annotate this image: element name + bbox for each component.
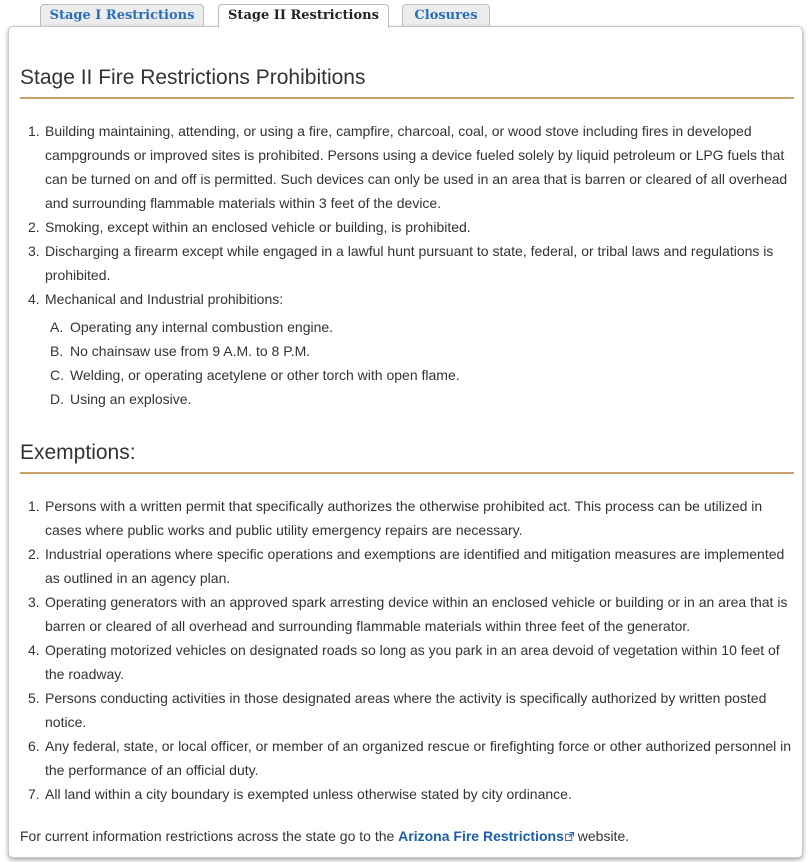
exemptions-list bbox=[20, 494, 794, 806]
list-item bbox=[20, 542, 794, 590]
list-number: 4. bbox=[28, 291, 40, 307]
list-item-text: Smoking, except within an enclosed vehicle or building, is prohibited. bbox=[45, 219, 471, 235]
list-item bbox=[20, 638, 794, 686]
tab-closures[interactable]: Closures bbox=[402, 4, 490, 26]
list-item-text: Operating motorized vehicles on designated roads so long as you park in an area devoid of vegetation within 10 feet of the roadway. bbox=[45, 642, 780, 682]
list-item bbox=[20, 287, 794, 411]
tab-panel bbox=[8, 26, 803, 858]
list-item bbox=[20, 215, 794, 239]
exemptions-heading: Exemptions: bbox=[20, 441, 136, 464]
sublist-item-text: Using an explosive. bbox=[70, 391, 192, 407]
list-number: 2. bbox=[28, 546, 40, 562]
sublist-item-text: No chainsaw use from 9 A.M. to 8 P.M. bbox=[70, 343, 311, 359]
list-item-text: Mechanical and Industrial prohibitions: bbox=[45, 291, 284, 307]
sublist-letter: D. bbox=[50, 391, 64, 407]
list-number: 2. bbox=[28, 219, 40, 235]
list-item bbox=[20, 590, 794, 638]
list-item bbox=[20, 119, 794, 215]
sublist-item-text: Operating any internal combustion engine. bbox=[70, 319, 334, 335]
mechanical-prohibitions-sublist bbox=[45, 315, 794, 411]
list-item bbox=[20, 782, 794, 806]
tab-stage-2-restrictions[interactable]: Stage II Restrictions bbox=[218, 4, 389, 28]
list-number: 5. bbox=[28, 690, 40, 706]
list-item bbox=[20, 686, 794, 734]
prohibitions-list bbox=[20, 119, 794, 411]
footer-prefix: For current information restrictions across the state go to the bbox=[20, 828, 399, 844]
heading-divider bbox=[20, 97, 794, 99]
list-number: 4. bbox=[28, 642, 40, 658]
footer-note bbox=[20, 824, 629, 848]
sublist-letter: B. bbox=[50, 343, 64, 359]
arizona-fire-restrictions-link[interactable] bbox=[398, 828, 574, 844]
sublist-item bbox=[45, 387, 794, 411]
list-item bbox=[20, 239, 794, 287]
external-link-icon bbox=[565, 832, 574, 841]
list-number: 1. bbox=[28, 498, 40, 514]
list-item-text: Persons conducting activities in those designated areas where the activity is specifically authorized by written posted notice. bbox=[45, 690, 767, 730]
sublist-item-text: Welding, or operating acetylene or other torch with open flame. bbox=[70, 367, 460, 383]
heading-divider bbox=[20, 472, 794, 474]
list-number: 1. bbox=[28, 123, 40, 139]
tab-bar bbox=[40, 4, 490, 27]
link-label: Arizona Fire Restrictions bbox=[398, 828, 564, 844]
list-item-text: Building maintaining, attending, or using a fire, campfire, charcoal, coal, or wood stove including fires in developed campgrounds or improved sites is prohibited. Persons using a device fueled solely by liquid petroleum or LPG fuels that can be turned on and off is permitted. Such devices can only be used in an area that is barren or cleared of all overhead and surrounding flammable materials within 3 feet of the device. bbox=[45, 123, 788, 211]
list-item-text: Discharging a firearm except while engaged in a lawful hunt pursuant to state, federal, or tribal laws and regulations is prohibited. bbox=[45, 243, 774, 283]
prohibitions-heading: Stage II Fire Restrictions Prohibitions bbox=[20, 66, 366, 89]
list-item bbox=[20, 494, 794, 542]
sublist-letter: C. bbox=[50, 367, 64, 383]
list-number: 3. bbox=[28, 243, 40, 259]
list-item-text: Any federal, state, or local officer, or member of an organized rescue or firefighting force or other authorized personnel in the performance of an official duty. bbox=[45, 738, 792, 778]
list-item-text: All land within a city boundary is exempted unless otherwise stated by city ordinance. bbox=[45, 786, 572, 802]
footer-suffix: website. bbox=[573, 828, 630, 844]
sublist-item bbox=[45, 315, 794, 339]
tab-stage-1-restrictions[interactable]: Stage I Restrictions bbox=[40, 4, 204, 26]
sublist-item bbox=[45, 363, 794, 387]
list-item bbox=[20, 734, 794, 782]
sublist-item bbox=[45, 339, 794, 363]
list-item-text: Industrial operations where specific operations and exemptions are identified and mitigation measures are implemented as outlined in an agency plan. bbox=[45, 546, 785, 586]
sublist-letter: A. bbox=[50, 319, 64, 335]
list-number: 6. bbox=[28, 738, 40, 754]
list-item-text: Persons with a written permit that specifically authorizes the otherwise prohibited act. This process can be utilized in cases where public works and public utility emergency repairs are necessary. bbox=[45, 498, 763, 538]
list-item-text: Operating generators with an approved spark arresting device within an enclosed vehicle or building or in an area that is barren or cleared of all overhead and surrounding flammable materials within three feet of the generator. bbox=[45, 594, 788, 634]
list-number: 7. bbox=[28, 786, 40, 802]
list-number: 3. bbox=[28, 594, 40, 610]
